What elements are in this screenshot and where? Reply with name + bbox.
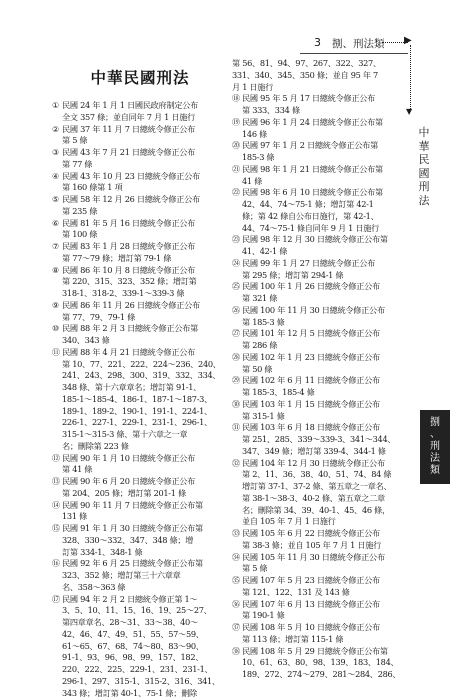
header-rule: [300, 53, 408, 54]
side-title-char: 國: [416, 167, 432, 181]
item-text: [242, 187, 408, 234]
item-number: ㉙: [232, 375, 242, 399]
text-line: 民國 92 年 6 月 25 日總統令修正公布第: [62, 558, 228, 570]
text-line: 第 204、205 條；增訂第 201-1 條: [62, 488, 228, 500]
list-item: [52, 218, 228, 242]
text-line: 315-1～315-3 條、第十六章之一章: [62, 429, 228, 441]
text-line: 第 38-1～38-3、40-2 條、第五章之二章: [242, 493, 408, 505]
item-number: ㉞: [232, 552, 242, 576]
right-column: [232, 58, 408, 681]
amendment-list: [232, 58, 408, 681]
running-header: [300, 36, 410, 52]
list-item: [52, 453, 228, 477]
item-text: [242, 622, 408, 646]
item-number: ㉛: [232, 422, 242, 457]
list-item: [232, 234, 408, 258]
arrow-down-icon: ▼: [406, 108, 412, 116]
text-line: 民國 108 年 5 月 10 日總統令修正公布: [242, 622, 408, 634]
item-text: [242, 352, 408, 376]
item-number: ⑦: [52, 241, 62, 265]
amendment-list: [52, 100, 228, 699]
text-line: 第 41 條: [62, 464, 228, 476]
list-item: [232, 93, 408, 117]
text-line: 185-1～185-4、186-1、187-1～187-3、: [62, 394, 228, 406]
item-text: [242, 328, 408, 352]
item-text: [242, 140, 408, 164]
text-line: 318-1、318-2、339-1～339-3 條: [62, 288, 228, 300]
item-text: [62, 453, 228, 477]
text-line: 10、61、63、80、98、139、183、184、: [242, 657, 408, 669]
item-number: ⑤: [52, 194, 62, 218]
item-text: [242, 258, 408, 282]
list-item: [52, 100, 228, 124]
list-item: [52, 300, 228, 324]
list-item: [232, 422, 408, 457]
list-item: [52, 194, 228, 218]
list-item: [232, 622, 408, 646]
item-text: [62, 558, 228, 593]
list-item: [52, 124, 228, 148]
item-number: ⑰: [52, 594, 62, 699]
item-number: ⑧: [52, 265, 62, 300]
list-item: [52, 594, 228, 699]
list-item: [232, 552, 408, 576]
item-number: ㉕: [232, 281, 242, 305]
text-line: 241、243、298、300、319、332、334、: [62, 370, 228, 382]
item-number: ⑩: [52, 323, 62, 347]
item-number: ㊳: [232, 646, 242, 681]
text-line: 323、352 條；增訂第三十六章章: [62, 570, 228, 582]
item-number: ⑪: [52, 347, 62, 453]
text-line: 第 190-1 條: [242, 610, 408, 622]
text-line: 民國 98 年 6 月 10 日總統令修正公布第: [242, 187, 408, 199]
list-item: [232, 187, 408, 234]
item-text: [62, 323, 228, 347]
text-line: 第 286 條: [242, 340, 408, 352]
text-line: 第 2、11、36、38、40、51、74、84 條: [242, 469, 408, 481]
list-item: [232, 328, 408, 352]
text-line: 名；刪除第 223 條: [62, 441, 228, 453]
text-line: 名；刪除第 34、39、40-1、45、46 條，: [242, 505, 408, 517]
text-line: 42、44、74～75-1 條；增訂第 42-1: [242, 199, 408, 211]
item-text: [242, 375, 408, 399]
list-item: [232, 599, 408, 623]
item-text: [62, 218, 228, 242]
list-item: [52, 265, 228, 300]
text-line: 185-3 條: [242, 152, 408, 164]
item-number: ㉜: [232, 458, 242, 529]
list-item: [52, 558, 228, 593]
item-number: ㉑: [232, 164, 242, 188]
item-number: ㉟: [232, 575, 242, 599]
text-line: 民國 43 年 10 月 23 日總統令修正公布: [62, 171, 228, 183]
text-line: 民國 95 年 5 月 17 日總統令修正公布: [242, 93, 408, 105]
text-line: 296-1、297、315-1、315-2、316、341、: [62, 676, 228, 688]
side-running-title: [416, 126, 432, 207]
item-text: [242, 93, 408, 117]
text-line: 條；第 42 條自公布日施行，第 42-1、: [242, 211, 408, 223]
item-number: ④: [52, 171, 62, 195]
text-line: 民國 105 年 6 月 22 日總統令修正公布: [242, 528, 408, 540]
text-line: 328、330～332、347、348 條；增: [62, 535, 228, 547]
item-number: ③: [52, 147, 62, 171]
item-text: [62, 476, 228, 500]
text-line: 並自 105 年 7 月 1 日施行: [242, 516, 408, 528]
item-text: [62, 100, 228, 124]
text-line: 民國 90 年 11 月 7 日總統令修正公布第: [62, 500, 228, 512]
text-line: 民國 43 年 7 月 21 日總統令修正公布: [62, 147, 228, 159]
text-line: 42、46、47、49、51、55、57～59、: [62, 629, 228, 641]
item-text: [62, 300, 228, 324]
text-line: 348 條、第十六章章名；增訂第 91-1、: [62, 382, 228, 394]
text-line: 民國 98 年 1 月 21 日總統令修正公布第: [242, 164, 408, 176]
text-line: 民國 91 年 1 月 30 日總統令修正公布第: [62, 523, 228, 535]
item-text: [242, 399, 408, 423]
item-text: [242, 281, 408, 305]
text-line: 131 條: [62, 511, 228, 523]
text-line: 41、42-1 條: [242, 246, 408, 258]
item-text: [62, 241, 228, 265]
text-line: 民國 94 年 2 月 2 日總統令修正第 1～: [62, 594, 228, 606]
text-line: 民國 103 年 1 月 15 日總統令修正公布: [242, 399, 408, 411]
text-line: 第 77、79、79-1 條: [62, 312, 228, 324]
item-number: ⑱: [232, 93, 242, 117]
text-line: 民國 37 年 11 月 7 日總統令修正公布: [62, 124, 228, 136]
text-line: 第 38-3 條；並自 105 年 7 月 1 日施行: [242, 540, 408, 552]
dotted-vertical-leader: [410, 45, 411, 111]
text-line: 第 121、122、131 及 143 條: [242, 587, 408, 599]
list-item: [52, 147, 228, 171]
list-item: [52, 347, 228, 453]
text-line: 第 321 條: [242, 293, 408, 305]
item-number: ⑫: [52, 453, 62, 477]
tab-char: 、: [430, 429, 440, 441]
side-title-char: 民: [416, 153, 432, 167]
item-text: [242, 552, 408, 576]
text-line: 民國 108 年 5 月 29 日總統令修正公布第: [242, 646, 408, 658]
left-column: [52, 58, 228, 699]
item-number: ㉗: [232, 328, 242, 352]
item-text: [242, 646, 408, 681]
item-text: [242, 599, 408, 623]
item-text: [62, 194, 228, 218]
text-line: 民國 101 年 12 月 5 日總統令修正公布: [242, 328, 408, 340]
list-item: [232, 281, 408, 305]
text-line: 民國 107 年 6 月 13 日總統令修正公布: [242, 599, 408, 611]
text-line: 第四章章名、28～31、33～38、40～: [62, 617, 228, 629]
item-number: ⑭: [52, 500, 62, 524]
page-title: 中華民國刑法: [52, 68, 228, 88]
list-item: [232, 575, 408, 599]
item-number: ㉘: [232, 352, 242, 376]
text-line: 第 100 條: [62, 229, 228, 241]
list-item: [232, 117, 408, 141]
text-line: 民國 105 年 11 月 30 日總統令修正公布: [242, 552, 408, 564]
text-line: 民國 102 年 6 月 11 日總統令修正公布: [242, 375, 408, 387]
list-item: [232, 352, 408, 376]
item-text: [62, 594, 228, 699]
side-title-char: 中: [416, 126, 432, 140]
text-line: 民國 90 年 6 月 20 日總統令修正公布: [62, 476, 228, 488]
tab-char: 法: [430, 453, 440, 465]
text-line: 訂第 334-1、348-1 條: [62, 547, 228, 559]
text-line: 第 160 條第 1 項: [62, 182, 228, 194]
text-line: 第 10、77、221、222、224～236、240、: [62, 359, 228, 371]
text-line: 220、222、225、229-1、231、231-1、: [62, 664, 228, 676]
list-item: [52, 323, 228, 347]
text-line: 民國 99 年 1 月 27 日總統令修正公布: [242, 258, 408, 270]
text-line: 民國 83 年 1 月 28 日總統令修正公布: [62, 241, 228, 253]
list-item: [232, 58, 408, 93]
text-line: 331、340、345、350 條；並自 95 年 7: [232, 70, 408, 82]
text-line: 189、272、274～279、281～284、286、: [242, 669, 408, 681]
text-line: 第 77 條: [62, 159, 228, 171]
text-line: 第 113 條；增訂第 115-1 條: [242, 634, 408, 646]
list-item: [232, 646, 408, 681]
text-line: 第 5 條: [242, 563, 408, 575]
text-line: 第 185-3、185-4 條: [242, 387, 408, 399]
text-line: 民國 103 年 6 月 18 日總統令修正公布: [242, 422, 408, 434]
text-line: 第 333、334 條: [242, 105, 408, 117]
text-line: 第 50 條: [242, 364, 408, 376]
text-line: 第 220、315、323、352 條；增訂第: [62, 276, 228, 288]
text-line: 民國 86 年 10 月 8 日總統令修正公布: [62, 265, 228, 277]
item-number: ㉝: [232, 528, 242, 552]
list-item: [52, 171, 228, 195]
item-text: [62, 347, 228, 453]
list-item: [232, 458, 408, 529]
list-item: [232, 258, 408, 282]
item-text: [62, 523, 228, 558]
text-line: 146 條: [242, 129, 408, 141]
text-line: 民國 102 年 1 月 23 日總統令修正公布: [242, 352, 408, 364]
text-line: 44、74～75-1 條自同年 9 月 1 日施行: [242, 223, 408, 235]
list-item: [232, 528, 408, 552]
text-line: 340、343 條: [62, 335, 228, 347]
item-number: ㊱: [232, 599, 242, 623]
text-line: 增訂第 37-1、37-2 條、第五章之一章名、: [242, 481, 408, 493]
item-number: ②: [52, 124, 62, 148]
list-item: [52, 241, 228, 265]
text-line: 民國 81 年 5 月 16 日總統令修正公布: [62, 218, 228, 230]
item-number: ⑥: [52, 218, 62, 242]
list-item: [52, 523, 228, 558]
text-line: 民國 24 年 1 月 1 日國民政府制定公布: [62, 100, 228, 112]
list-item: [232, 164, 408, 188]
item-text: [242, 234, 408, 258]
text-line: 第 56、81、94、97、267、322、327、: [232, 58, 408, 70]
item-number: ㉓: [232, 234, 242, 258]
text-line: 民國 98 年 12 月 30 日總統令修正公布第: [242, 234, 408, 246]
side-title-char: 刑: [416, 180, 432, 194]
text-line: 第 235 條: [62, 206, 228, 218]
item-number: ㉔: [232, 258, 242, 282]
section-thumb-tab[interactable]: [420, 410, 450, 484]
tab-char: 刑: [430, 441, 440, 453]
item-number: ⑨: [52, 300, 62, 324]
list-item: [52, 476, 228, 500]
item-text: [62, 124, 228, 148]
text-line: 343 條；增訂第 40-1、75-1 條；刪除: [62, 688, 228, 699]
text-line: 民國 58 年 12 月 26 日總統令修正公布: [62, 194, 228, 206]
item-text: [242, 458, 408, 529]
text-line: 91-1、93、96、98、99、157、182、: [62, 652, 228, 664]
text-line: 民國 86 年 11 月 26 日總統令修正公布: [62, 300, 228, 312]
text-line: 第 295 條；增訂第 294-1 條: [242, 270, 408, 282]
item-text: [242, 422, 408, 457]
page-number: 3: [314, 36, 321, 49]
text-line: 民國 107 年 5 月 23 日總統令修正公布: [242, 575, 408, 587]
text-line: 347、349 條；增訂第 339-4、344-1 條: [242, 446, 408, 458]
item-number: ①: [52, 100, 62, 124]
item-number: ⑳: [232, 140, 242, 164]
text-line: 189-1、189-2、190-1、191-1、224-1、: [62, 406, 228, 418]
item-number: ⑲: [232, 117, 242, 141]
item-number: ⑮: [52, 523, 62, 558]
side-title-char: 法: [416, 194, 432, 208]
item-number: ⑬: [52, 476, 62, 500]
item-number: ㉚: [232, 399, 242, 423]
item-text: [242, 117, 408, 141]
text-line: 民國 97 年 1 月 2 日總統令修正公布第: [242, 140, 408, 152]
tab-char: 類: [430, 465, 440, 477]
text-line: 民國 88 年 4 月 21 日總統令修正公布: [62, 347, 228, 359]
item-text: [242, 575, 408, 599]
list-item: [232, 305, 408, 329]
list-item: [52, 500, 228, 524]
text-line: 第 77～79 條；增訂第 79-1 條: [62, 253, 228, 265]
text-line: 第 251、285、339～339-3、341～344、: [242, 434, 408, 446]
item-text: [242, 305, 408, 329]
list-item: [232, 399, 408, 423]
arrow-right-icon: ▶: [404, 35, 412, 46]
text-line: 民國 100 年 11 月 30 日總統令修正公布: [242, 305, 408, 317]
text-line: 民國 96 年 1 月 24 日總統令修正公布第: [242, 117, 408, 129]
side-title-char: 華: [416, 140, 432, 154]
item-text: [62, 265, 228, 300]
item-number: ㊲: [232, 622, 242, 646]
item-text: [242, 164, 408, 188]
item-number: ⑯: [52, 558, 62, 593]
text-line: 226-1、227-1、229-1、231-1、296-1、: [62, 417, 228, 429]
text-line: 3、5、10、11、15、16、19、25～27、: [62, 605, 228, 617]
section-name: 捌、刑法類: [332, 36, 385, 51]
text-line: 41 條: [242, 176, 408, 188]
list-item: [232, 375, 408, 399]
text-line: 民國 104 年 12 月 30 日總統令修正公布: [242, 458, 408, 470]
text-line: 第 315-1 條: [242, 411, 408, 423]
item-number: ㉖: [232, 305, 242, 329]
text-line: 第 185-3 條: [242, 317, 408, 329]
item-text: [62, 500, 228, 524]
list-item: [232, 140, 408, 164]
text-line: 名、358～363 條: [62, 582, 228, 594]
text-line: 全文 357 條；並自同年 7 月 1 日施行: [62, 112, 228, 124]
item-text: [62, 171, 228, 195]
text-line: 民國 90 年 1 月 10 日總統令修正公布: [62, 453, 228, 465]
item-number: ㉒: [232, 187, 242, 234]
item-text: [242, 528, 408, 552]
text-line: 第 5 條: [62, 135, 228, 147]
tab-char: 捌: [430, 417, 440, 429]
item-text: [62, 147, 228, 171]
text-line: 月 1 日施行: [232, 82, 408, 94]
text-line: 61～65、67、68、74～80、83～90、: [62, 641, 228, 653]
text-line: 民國 88 年 2 月 3 日總統令修正公布第: [62, 323, 228, 335]
text-line: 民國 100 年 1 月 26 日總統令修正公布: [242, 281, 408, 293]
